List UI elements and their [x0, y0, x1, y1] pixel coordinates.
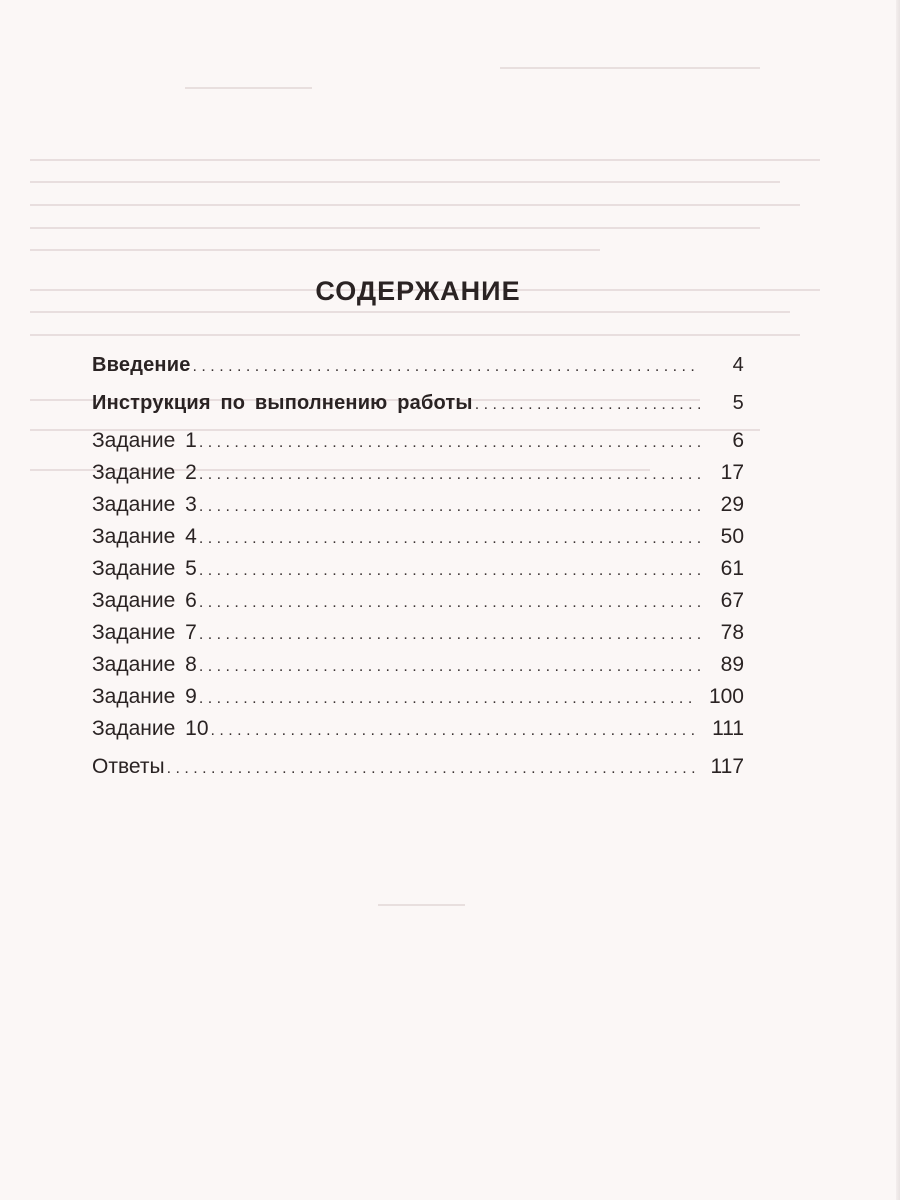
toc-leader-dots — [199, 427, 700, 459]
toc-entry-page-number: 61 — [720, 557, 744, 580]
toc-entry — [92, 617, 744, 649]
table-of-contents — [92, 349, 744, 783]
toc-entry — [92, 649, 744, 681]
toc-entry-page-number: 6 — [732, 429, 744, 452]
toc-entry-page-number: 111 — [712, 717, 744, 740]
toc-leader-dots — [475, 389, 700, 421]
toc-entry — [92, 457, 744, 489]
toc-entry-label: Задание 4 — [92, 525, 197, 548]
toc-entry-page-number: 4 — [732, 354, 744, 376]
toc-entry — [92, 553, 744, 585]
toc-leader-dots — [199, 555, 700, 587]
toc-entry-label: Задание 5 — [92, 557, 197, 580]
toc-entry-label: Задание 3 — [92, 493, 197, 516]
toc-entry-label: Задание 9 — [92, 685, 197, 708]
toc-leader-dots — [199, 491, 700, 523]
toc-entry-label: Задание 1 — [92, 429, 197, 452]
toc-entry-label: Задание 10 — [92, 717, 209, 740]
toc-leader-dots — [199, 683, 695, 715]
toc-entry-page-number: 89 — [720, 653, 744, 676]
toc-entry — [92, 713, 744, 745]
toc-entry-page-number: 78 — [720, 621, 744, 644]
toc-entry-page-number: 67 — [720, 589, 744, 612]
toc-entry-page-number: 29 — [720, 493, 744, 516]
toc-leader-dots — [199, 459, 700, 491]
toc-entry — [92, 387, 744, 419]
toc-entry — [92, 521, 744, 553]
toc-entry-page-number: 117 — [710, 755, 744, 778]
toc-entry — [92, 751, 744, 783]
toc-leader-dots — [211, 715, 699, 747]
toc-entry — [92, 489, 744, 521]
toc-leader-dots — [199, 651, 700, 683]
toc-entry-label: Введение — [92, 354, 191, 376]
toc-entry — [92, 681, 744, 713]
toc-entry-page-number: 100 — [708, 685, 744, 708]
toc-entry — [92, 585, 744, 617]
toc-entry-label: Задание 8 — [92, 653, 197, 676]
toc-entry — [92, 349, 744, 381]
toc-leader-dots — [193, 351, 700, 383]
toc-entry-label: Задание 7 — [92, 621, 197, 644]
toc-leader-dots — [199, 587, 700, 619]
toc-entry-label: Задание 2 — [92, 461, 197, 484]
toc-leader-dots — [167, 753, 697, 785]
toc-entry-page-number: 50 — [720, 525, 744, 548]
toc-entry-label: Ответы — [92, 755, 165, 778]
toc-entry-page-number: 5 — [732, 392, 744, 414]
toc-leader-dots — [199, 619, 700, 651]
toc-entry-page-number: 17 — [720, 461, 744, 484]
toc-entry — [92, 425, 744, 457]
page-title: СОДЕРЖАНИЕ — [315, 276, 521, 307]
toc-entry-label: Инструкция по выполнению работы — [92, 392, 473, 414]
page-edge — [896, 0, 900, 1200]
toc-leader-dots — [199, 523, 700, 555]
toc-entry-label: Задание 6 — [92, 589, 197, 612]
